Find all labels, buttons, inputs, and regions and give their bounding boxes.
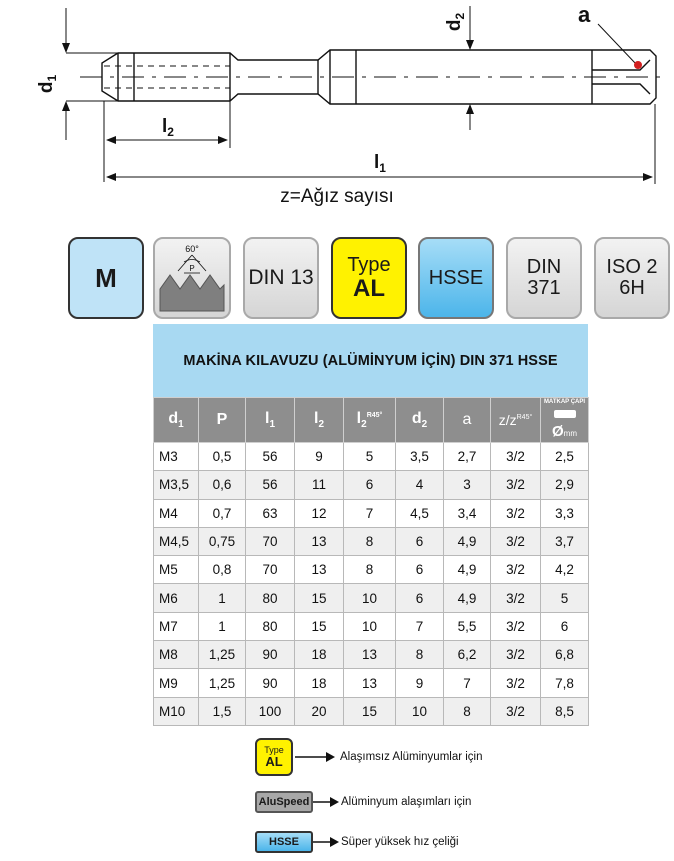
svg-text:d2: $d_2$ [444, 12, 467, 32]
table-cell: 0,6 [199, 471, 246, 499]
table-cell: 8 [344, 556, 396, 584]
table-cell: 56 [246, 471, 295, 499]
din371-line1: DIN [526, 256, 562, 278]
table-cell: 15 [344, 697, 396, 725]
hsse-label: HSSE [428, 266, 484, 289]
table-cell: 2,9 [541, 471, 589, 499]
al-label: AL [353, 275, 385, 302]
table-cell: M4,5 [154, 527, 199, 555]
dimension-d1 [66, 8, 118, 140]
table-cell: 18 [295, 641, 344, 669]
spec-table [153, 397, 589, 726]
din371-tile [506, 237, 582, 319]
table-cell: 13 [344, 641, 396, 669]
table-row [154, 697, 589, 725]
type-al-tile [331, 237, 407, 319]
table-row [154, 612, 589, 640]
table-cell: 7 [344, 499, 396, 527]
legend-hsse-text: Süper yüksek hız çeliği [341, 836, 459, 848]
dimension-a [598, 24, 642, 69]
table-cell: M10 [154, 697, 199, 725]
metric-label: M [95, 262, 117, 293]
svg-text:P: P [189, 264, 195, 273]
din371-line2: 371 [527, 277, 561, 299]
table-cell: 4,5 [396, 499, 444, 527]
table-row [154, 527, 589, 555]
table-cell: 4 [396, 471, 444, 499]
table-cell: 10 [344, 612, 396, 640]
table-cell: 7 [444, 669, 491, 697]
table-cell: 3/2 [491, 556, 541, 584]
table-cell: 7,8 [541, 669, 589, 697]
table-cell: 5 [541, 584, 589, 612]
metric-thread-tile [68, 237, 144, 319]
table-cell: M3 [154, 443, 199, 471]
table-cell: 100 [246, 697, 295, 725]
header-flutes: $z/z^{R45^\circ}$ [491, 398, 541, 443]
table-cell: 90 [246, 669, 295, 697]
table-cell: 6 [396, 527, 444, 555]
table-cell: 1 [199, 612, 246, 640]
table-cell: 1,25 [199, 669, 246, 697]
table-cell: 12 [295, 499, 344, 527]
dim-a-label: a [578, 2, 591, 27]
table-cell: 4,9 [444, 584, 491, 612]
iso-tolerance-tile [594, 237, 670, 319]
table-cell: 5 [344, 443, 396, 471]
table-cell: 5,5 [444, 612, 491, 640]
table-cell: 4,9 [444, 527, 491, 555]
table-cell: 3/2 [491, 499, 541, 527]
table-cell: M4 [154, 499, 199, 527]
table-cell: 8 [396, 641, 444, 669]
table-cell: M9 [154, 669, 199, 697]
table-cell: 8 [344, 527, 396, 555]
table-cell: 2,5 [541, 443, 589, 471]
spec-table-body [154, 443, 589, 726]
table-cell: 3/2 [491, 612, 541, 640]
table-cell: 3/2 [491, 443, 541, 471]
table-cell: 15 [295, 612, 344, 640]
table-cell: 80 [246, 584, 295, 612]
table-cell: 13 [295, 556, 344, 584]
table-cell: 3,3 [541, 499, 589, 527]
table-row [154, 471, 589, 499]
type-label: Type [347, 254, 391, 276]
table-cell: 3,4 [444, 499, 491, 527]
table-cell: 0,8 [199, 556, 246, 584]
table-cell: 6 [396, 584, 444, 612]
table-cell: 6 [344, 471, 396, 499]
table-cell: 0,7 [199, 499, 246, 527]
table-cell: 0,75 [199, 527, 246, 555]
table-cell: 8 [444, 697, 491, 725]
thread-profile-tile [153, 237, 231, 319]
legend-arrow-icon [295, 752, 335, 762]
legend-type-al-badge: Type AL [255, 738, 293, 776]
table-row [154, 669, 589, 697]
table-cell: 1 [199, 584, 246, 612]
legend-type-al-text: Alaşımsız Alüminyumlar için [340, 751, 483, 763]
header-d2: $d_2$ [396, 398, 444, 443]
din13-tile [243, 237, 319, 319]
table-cell: M7 [154, 612, 199, 640]
svg-text:60°: 60° [185, 244, 199, 254]
table-cell: 3,5 [396, 443, 444, 471]
legend-arrow-icon [313, 797, 339, 807]
table-row [154, 556, 589, 584]
legend-aluspeed-text: Alüminyum alaşımları için [341, 796, 472, 808]
table-cell: M3,5 [154, 471, 199, 499]
table-cell: 6,2 [444, 641, 491, 669]
table-cell: 1,25 [199, 641, 246, 669]
table-cell: 8,5 [541, 697, 589, 725]
din13-label: DIN 13 [248, 266, 314, 289]
table-cell: 10 [396, 697, 444, 725]
table-cell: 3/2 [491, 527, 541, 555]
table-cell: 6 [396, 556, 444, 584]
table-cell: 80 [246, 612, 295, 640]
table-cell: 6 [541, 612, 589, 640]
table-header-row [154, 398, 589, 443]
legend-hsse-badge: HSSE [255, 831, 313, 853]
header-a: a [444, 398, 491, 443]
flute-count-caption: z=Ağız sayısı [280, 186, 394, 207]
table-cell: 3/2 [491, 697, 541, 725]
table-cell: 2,7 [444, 443, 491, 471]
table-cell: 70 [246, 527, 295, 555]
table-cell: 3 [444, 471, 491, 499]
iso-line1: ISO 2 [606, 256, 658, 278]
table-cell: 18 [295, 669, 344, 697]
table-cell: 20 [295, 697, 344, 725]
table-row [154, 641, 589, 669]
table-cell: 3/2 [491, 471, 541, 499]
header-l1: $l_1$ [246, 398, 295, 443]
table-cell: M6 [154, 584, 199, 612]
table-cell: 4,2 [541, 556, 589, 584]
table-cell: 13 [344, 669, 396, 697]
table-cell: 3,7 [541, 527, 589, 555]
table-cell: 56 [246, 443, 295, 471]
drill-icon [554, 410, 576, 418]
table-row [154, 443, 589, 471]
table-cell: 9 [396, 669, 444, 697]
table-cell: 10 [344, 584, 396, 612]
svg-text:l1: $l_1$ [374, 152, 386, 175]
table-cell: M8 [154, 641, 199, 669]
table-cell: 9 [295, 443, 344, 471]
dim-l1-label: l [374, 152, 380, 173]
table-cell: 3/2 [491, 641, 541, 669]
table-title: MAKİNA KILAVUZU (ALÜMİNYUM İÇİN) DIN 371 HSSE [153, 324, 588, 397]
header-l2-r45: $l_2^{R45^\circ}$ [344, 398, 396, 443]
drill-caption: MATKAP ÇAPI [543, 399, 586, 405]
table-cell: 7 [396, 612, 444, 640]
table-cell: 6,8 [541, 641, 589, 669]
table-cell: 3/2 [491, 669, 541, 697]
table-cell: 4,9 [444, 556, 491, 584]
table-cell: 0,5 [199, 443, 246, 471]
table-cell: 90 [246, 641, 295, 669]
table-row [154, 499, 589, 527]
table-cell: 63 [246, 499, 295, 527]
table-cell: 3/2 [491, 584, 541, 612]
dim-d2-label: d [444, 19, 465, 32]
table-cell: 13 [295, 527, 344, 555]
iso-line2: 6H [619, 277, 645, 299]
table-cell: 70 [246, 556, 295, 584]
table-cell: 11 [295, 471, 344, 499]
table-row [154, 584, 589, 612]
table-cell: 15 [295, 584, 344, 612]
legend-arrow-icon [313, 837, 339, 847]
dimension-l2 [104, 101, 230, 182]
table-cell: 1,5 [199, 697, 246, 725]
thread-profile-icon [156, 241, 228, 315]
header-l2: $l_2$ [295, 398, 344, 443]
dim-l2-label: l [162, 116, 168, 137]
svg-text:d1: $d_1$ [36, 74, 59, 94]
header-drill-diameter: MATKAP ÇAPI Ømm [541, 398, 589, 443]
dim-d1-label: d [36, 81, 57, 94]
svg-text:l2: $l_2$ [162, 116, 174, 139]
table-cell: M5 [154, 556, 199, 584]
header-pitch: P [199, 398, 246, 443]
hsse-tile [418, 237, 494, 319]
legend-aluspeed-badge: AluSpeed [255, 791, 313, 813]
header-d1: $d_1$ [154, 398, 199, 443]
